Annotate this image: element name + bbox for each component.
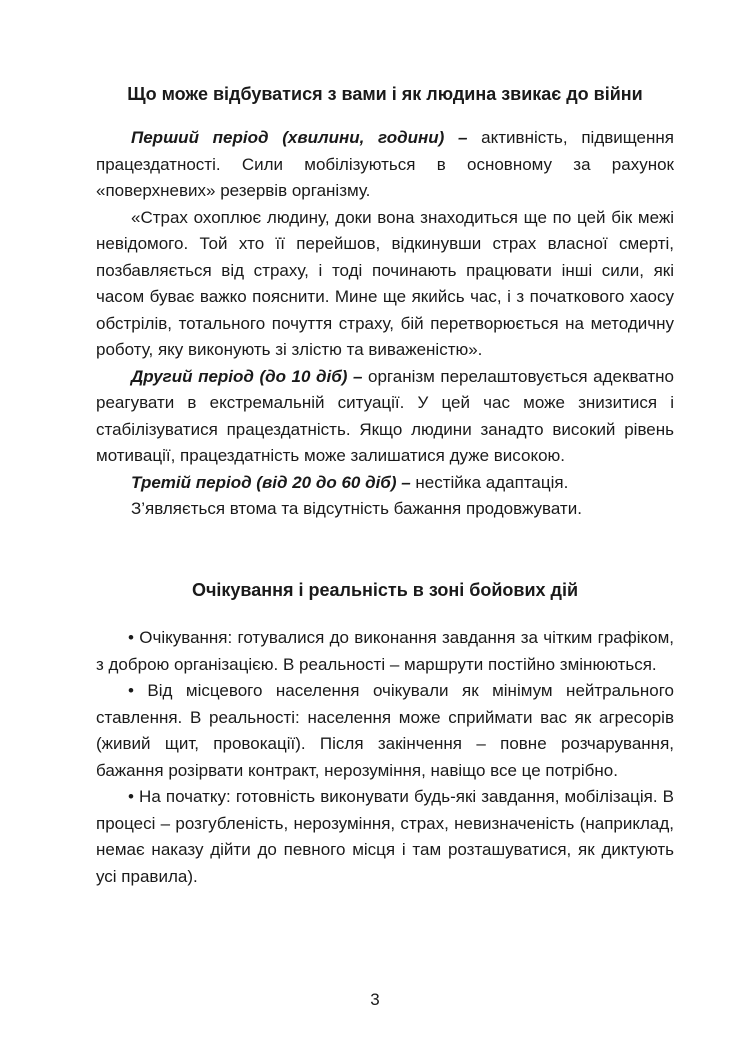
- section-heading-expectations: Очікування і реальність в зоні бойових дій: [191, 580, 579, 600]
- paragraph-first-period: [96, 125, 674, 205]
- paragraph-text: З’являється втома та відсутність бажання продовжувати.: [131, 499, 582, 518]
- paragraph-text: «Страх охоплює людину, доки вона знаходиться ще по цей бік межі невідомого. Той хто її перейшов, відкинувши страх власної смерті, позбавляється від страху, і тоді починають працювати інші сили, які часом буває важко пояснити. Мине ще якийсь час, і з початкового хаосу обстрілів, тотального почуття страху, бій перетворюється на методичну роботу, яку виконують зі злістю та виваженістю».: [96, 207, 674, 359]
- list-item-readiness: [96, 784, 674, 890]
- paragraph-lead: Третій період (від 20 до 60 діб) –: [131, 472, 411, 492]
- list-item-text: Очікування: готувалися до виконання завдання за чітким графіком, з доброю організацією. В реальності – маршрути постійно змінюються.: [96, 628, 674, 674]
- list-item-text: На початку: готовність виконувати будь-які завдання, мобілізація. В процесі – розгубленість, нерозуміння, страх, невизначеність (наприклад, немає наказу дійти до певного місця і там розташуватися, як диктують усі правила).: [96, 787, 674, 886]
- page-number: 3: [370, 990, 380, 1009]
- paragraph-lead: Другий період (до 10 діб) –: [131, 366, 363, 386]
- paragraph-text: нестійка адаптація.: [410, 472, 569, 492]
- list-item-schedule: [96, 625, 674, 678]
- bullet-icon: •: [128, 787, 134, 806]
- paragraph-quote: [96, 205, 674, 364]
- paragraph-text: організм перелаштовується адекватно реагувати в екстремальній ситуації. У цей час може знизитися і стабілізуватися працездатність. Якщо людини занадто високий рівень мотивації, працездатність може залишатися дуже високою.: [96, 366, 675, 465]
- paragraph-second-period: [96, 364, 674, 470]
- bullet-icon: •: [128, 628, 134, 647]
- paragraph-third-period: [96, 470, 674, 497]
- section-heading-war-adaptation: Що може відбуватися з вами і як людина звикає до війни: [127, 84, 643, 104]
- paragraph-text: активність, підвищення працездатності. Сили мобілізуються в основному за рахунок «поверхневих» резервів організму.: [96, 128, 674, 200]
- section-expectations: [96, 625, 674, 890]
- list-item-text: Від місцевого населення очікували як мінімум нейтрального ставлення. В реальності: населення може сприймати вас як агресорів (живий щит, провокації). Після закінчення – повне розчарування, бажання розірвати контракт, нерозуміння, навіщо все це потрібно.: [96, 681, 674, 780]
- list-item-population: [96, 678, 674, 784]
- paragraph-fatigue: [96, 496, 674, 523]
- paragraph-lead: Перший період (хвилини, години) –: [131, 128, 468, 147]
- section-war-adaptation: [96, 125, 674, 523]
- bullet-icon: •: [128, 681, 134, 700]
